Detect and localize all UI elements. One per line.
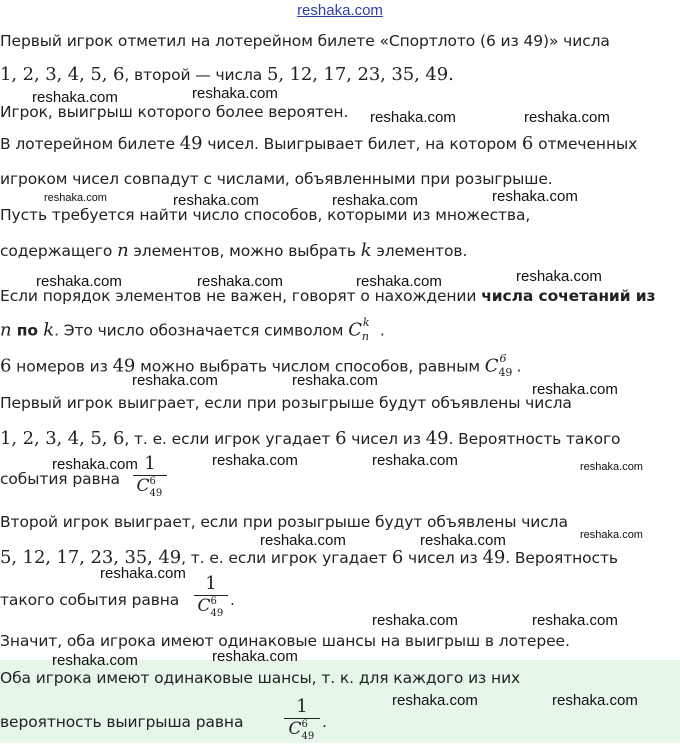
- solution-line-9: [0, 318, 385, 344]
- watermark: reshaka.com: [260, 532, 346, 549]
- combinations-term: числа сочетаний из: [481, 287, 656, 305]
- solution-text: Второй игрок выиграет, если при розыгрыше будут объявлены числа: [0, 513, 568, 531]
- superscript: 6: [149, 476, 156, 487]
- superscript: 6: [499, 352, 507, 365]
- math-number: 49: [179, 133, 203, 154]
- watermark: reshaka.com: [420, 532, 506, 549]
- subscript: 49: [149, 488, 163, 499]
- subscript: 49: [210, 608, 224, 619]
- math-variable: n: [0, 319, 12, 341]
- solution-text: игроком чисел совпадут с числами, объявленными при розыгрыше.: [0, 170, 553, 188]
- first-player-numbers: 1, 2, 3, 4, 5, 6: [0, 64, 125, 85]
- subscript: 49: [301, 731, 315, 742]
- watermark: reshaka.com: [132, 372, 218, 389]
- solution-text: . Вероятность такого: [448, 430, 621, 448]
- watermark: reshaka.com: [52, 456, 138, 473]
- math-number: 6: [391, 547, 404, 568]
- conclusion-text: Значит, оба игрока имеют одинаковые шансы на выигрыш в лотерее.: [0, 632, 570, 650]
- math-variable: k: [360, 240, 372, 261]
- solution-text: номеров из: [11, 357, 113, 376]
- answer-line-1: [0, 669, 520, 687]
- watermark: reshaka.com: [532, 612, 618, 629]
- solution-text: В лотерейном билете: [0, 135, 180, 153]
- combination-symbol: C: [348, 319, 362, 341]
- watermark: reshaka.com: [52, 652, 138, 669]
- subscript: 49: [498, 366, 513, 379]
- solution-text: элементов, можно выбрать: [128, 242, 361, 260]
- math-number: 6: [335, 428, 347, 449]
- math-variable: n: [117, 240, 129, 261]
- watermark: reshaka.com: [44, 192, 107, 204]
- solution-text: элементов.: [371, 242, 468, 260]
- watermark: reshaka.com: [580, 461, 643, 473]
- question-text: Игрок, выигрыш которого более вероятен.: [0, 103, 349, 121]
- answer-text: Оба игрока имеют одинаковые шансы, т. к. для каждого из них: [0, 669, 521, 687]
- combination-symbol: C: [288, 719, 302, 739]
- watermark: reshaka.com: [197, 273, 283, 290]
- solution-text: чисел из: [346, 430, 426, 448]
- solution-text: . Вероятность: [505, 549, 618, 567]
- watermark: reshaka.com: [532, 381, 618, 398]
- punctuation: .: [379, 321, 385, 340]
- solution-text: чисел из: [403, 549, 483, 567]
- math-number: 6: [521, 133, 534, 154]
- watermark: reshaka.com: [332, 192, 418, 209]
- solution-text: содержащего: [0, 242, 118, 260]
- watermark: reshaka.com: [516, 268, 602, 285]
- fraction-denominator: [133, 476, 167, 499]
- solution-line-15: [0, 547, 618, 568]
- first-player-numbers: 1, 2, 3, 4, 5, 6: [0, 428, 125, 449]
- math-number: 6: [0, 355, 12, 377]
- superscript: 6: [210, 596, 217, 607]
- solution-text: . Это число обозначается символом: [54, 321, 349, 340]
- fraction-numerator: 1: [144, 453, 156, 474]
- solution-text: можно выбрать числом способов, равным: [135, 357, 485, 376]
- watermark: reshaka.com: [392, 692, 478, 709]
- second-player-numbers: 5, 12, 17, 23, 35, 49: [0, 547, 182, 568]
- solution-text: события равна: [0, 470, 120, 488]
- probability-fraction: [133, 453, 167, 499]
- math-variable: k: [43, 319, 55, 341]
- fraction-numerator: 1: [296, 696, 308, 717]
- problem-line-1: [0, 32, 610, 50]
- subscript: n: [361, 330, 369, 343]
- math-number: 49: [425, 428, 449, 449]
- watermark: reshaka.com: [370, 109, 456, 126]
- punctuation: .: [230, 591, 235, 609]
- watermark: reshaka.com: [212, 648, 298, 665]
- watermark: reshaka.com: [292, 372, 378, 389]
- solution-text: , т. е. если игрок угадает: [181, 549, 392, 567]
- watermark: reshaka.com: [173, 192, 259, 209]
- watermark: reshaka.com: [524, 109, 610, 126]
- problem-line-2: [0, 64, 454, 85]
- solution-line-16: [0, 591, 179, 609]
- solution-text: Если порядок элементов не важен, говорят о нахождении: [0, 287, 482, 305]
- watermark: reshaka.com: [552, 692, 638, 709]
- watermark: reshaka.com: [36, 273, 122, 290]
- site-link[interactable]: reshaka.com: [297, 2, 383, 19]
- watermark: reshaka.com: [32, 89, 118, 106]
- combination-indices: [498, 354, 516, 380]
- probability-fraction: [194, 573, 228, 619]
- watermark: reshaka.com: [580, 529, 643, 541]
- solution-line-4: [0, 133, 637, 154]
- probability-fraction: [284, 696, 320, 742]
- punctuation: .: [322, 713, 327, 731]
- second-player-numbers: 5, 12, 17, 23, 35, 49.: [266, 64, 454, 85]
- watermark: reshaka.com: [372, 612, 458, 629]
- solution-line-10: [0, 354, 521, 380]
- fraction-numerator: 1: [205, 573, 217, 594]
- solution-line-11: [0, 394, 572, 412]
- combination-symbol: C: [197, 596, 211, 616]
- solution-line-14: [0, 513, 568, 531]
- watermark: reshaka.com: [356, 273, 442, 290]
- superscript: 6: [301, 719, 308, 730]
- solution-text: чисел. Выигрывает билет, на котором: [202, 135, 522, 153]
- solution-line-12: [0, 428, 620, 449]
- watermark: reshaka.com: [372, 452, 458, 469]
- watermark: reshaka.com: [192, 85, 278, 102]
- solution-line-5: [0, 170, 553, 188]
- math-number: 49: [112, 355, 136, 377]
- solution-text: такого события равна: [0, 591, 180, 609]
- punctuation: .: [516, 357, 522, 376]
- answer-text: вероятность выигрыша равна: [0, 713, 244, 731]
- solution-text: Пусть требуется найти число способов, которыми из множества,: [0, 206, 531, 224]
- superscript: k: [362, 316, 370, 329]
- problem-text: , второй — числа: [124, 66, 267, 84]
- solution-line-6: [0, 206, 530, 224]
- solution-text: , т. е. если игрок угадает: [124, 430, 336, 448]
- solution-text: отмеченных: [533, 135, 638, 153]
- fraction-denominator: [194, 596, 228, 619]
- combination-symbol: C: [136, 476, 150, 496]
- math-number: 49: [482, 547, 506, 568]
- combinations-term: по: [11, 321, 44, 340]
- solution-text: Первый игрок выиграет, если при розыгрыше будут объявлены числа: [0, 394, 572, 412]
- watermark: reshaka.com: [212, 452, 298, 469]
- combination-indices: [362, 318, 380, 344]
- fraction-denominator: [284, 719, 320, 742]
- watermark: reshaka.com: [100, 565, 186, 582]
- problem-text: Первый игрок отметил на лотерейном билете «Спортлото (6 из 49)» числа: [0, 32, 610, 50]
- solution-line-7: [0, 240, 467, 261]
- answer-line-2: [0, 713, 243, 731]
- watermark: reshaka.com: [492, 188, 578, 205]
- combination-symbol: C: [484, 355, 499, 377]
